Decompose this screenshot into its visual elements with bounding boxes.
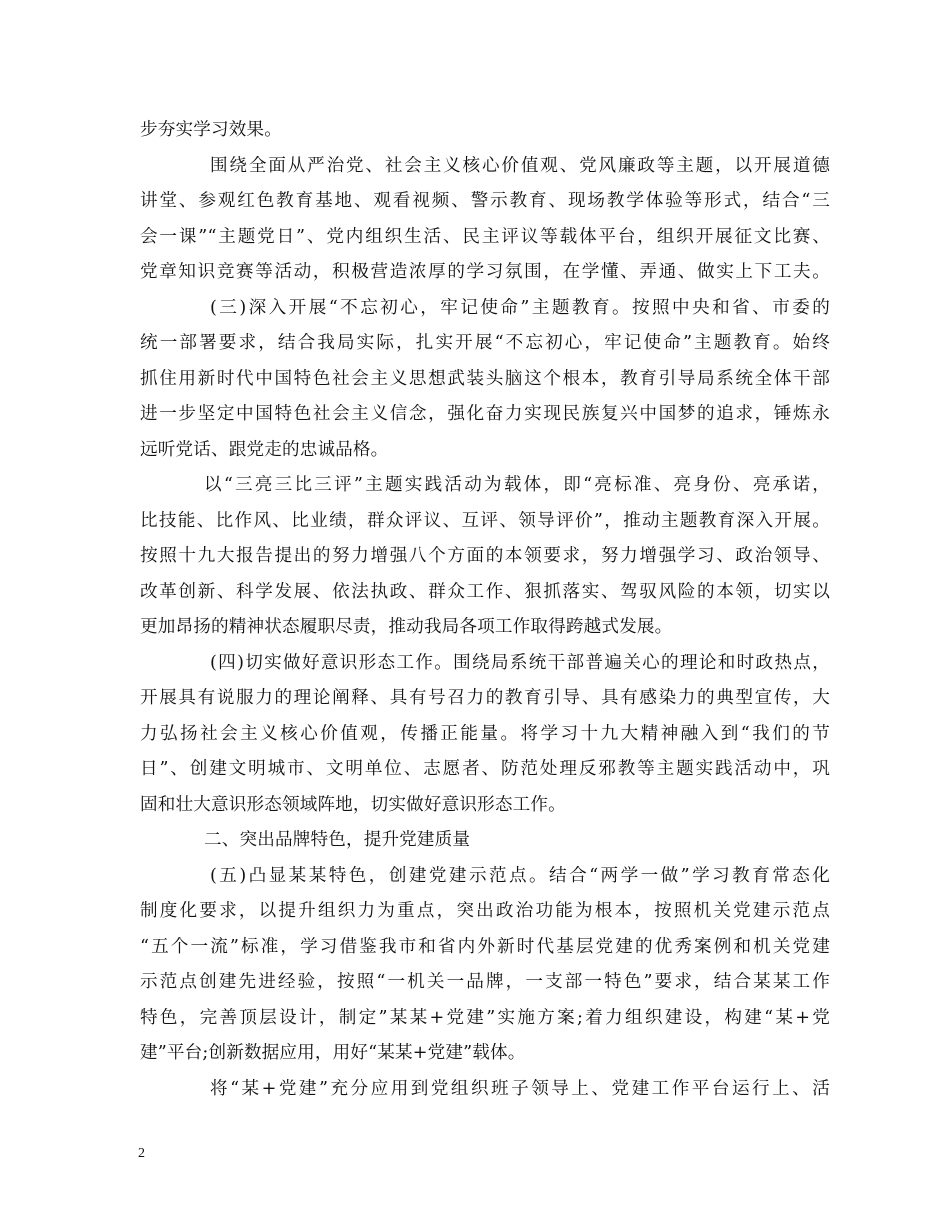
text-line: 讲堂、参观红色教育基地、观看视频、警示教育、现场教学体验等形式，结合“三 (140, 191, 830, 211)
text-line: 统一部署要求，结合我局实际，扎实开展“不忘初心，牢记使命”主题教育。始终 (140, 333, 830, 353)
body-text (140, 113, 830, 1107)
chapter-heading-2: 二、突出品牌特色，提升党建质量 (204, 830, 471, 850)
text-line: 抓住用新时代中国特色社会主义思想武装头脑这个根本，教育引导局系统全体干部 (140, 368, 830, 389)
section-heading-4: (四)切实做好意识形态工作。围绕局系统干部普遍关心的理论和时政热点， (210, 652, 830, 673)
text-line: 特色，完善顶层设计，制定”某某+党建”实施方案;着力组织建设，构建“某+党 (140, 1007, 830, 1028)
text-line: 更加昂扬的精神状态履职尽责，推动我局各项工作取得跨越式发展。 (140, 617, 673, 637)
paragraph-first-line: 以“三亮三比三评”主题实践活动为载体，即“亮标准、亮身份、亮承诺， (204, 475, 830, 495)
text-line: 党章知识竞赛等活动，积极营造浓厚的学习氛围，在学懂、弄通、做实上下工夫。 (140, 262, 830, 282)
paragraph-first-line: 将“某+党建”充分应用到党组织班子领导上、党建工作平台运行上、活 (210, 1078, 830, 1099)
text-line: “五个一流”标准，学习借鉴我市和省内外新时代基层党建的优秀案例和机关党建 (140, 936, 830, 957)
text-line: 远听党话、跟党走的忠诚品格。 (140, 439, 389, 460)
text-line: 步夯实学习效果。 (140, 120, 282, 140)
section-heading-3: (三)深入开展“不忘初心，牢记使命”主题教育。按照中央和省、市委的 (210, 297, 830, 318)
page-number: 2 (138, 1146, 145, 1161)
text-line: 力弘扬社会主义核心价值观，传播正能量。将学习十九大精神融入到“我们的节 (140, 723, 830, 744)
text-line: 开展具有说服力的理论阐释、具有号召力的教育引导、具有感染力的典型宣传，大 (140, 688, 830, 708)
text-line: 示范点创建先进经验，按照“一机关一品牌，一支部一特色”要求，结合某某工作 (140, 972, 830, 992)
section-heading-5: (五)凸显某某特色，创建党建示范点。结合“两学一做”学习教育常态化 (210, 865, 830, 886)
text-line: 固和壮大意识形态领域阵地，切实做好意识形态工作。 (140, 794, 566, 815)
text-line: 建”平台;创新数据应用，用好“某某+党建”载体。 (140, 1043, 526, 1063)
text-line: 改革创新、科学发展、依法执政、群众工作、狠抓落实、驾驭风险的本领，切实以 (140, 581, 830, 602)
text-line: 比技能、比作风、比业绩，群众评议、互评、领导评价”，推动主题教育深入开展。 (140, 510, 830, 531)
text-line: 进一步坚定中国特色社会主义信念，强化奋力实现民族复兴中国梦的追求，锤炼永 (140, 404, 830, 424)
text-line: 按照十九大报告提出的努力增强八个方面的本领要求，努力增强学习、政治领导、 (140, 546, 830, 566)
paragraph-first-line: 围绕全面从严治党、社会主义核心价值观、党风廉政等主题，以开展道德 (210, 155, 830, 176)
text-line: 制度化要求，以提升组织力为重点，突出政治功能为根本，按照机关党建示范点 (140, 901, 830, 921)
text-line: 会一课”“主题党日”、党内组织生活、民主评议等载体平台，组织开展征文比赛、 (140, 226, 830, 247)
text-line: 日”、创建文明城市、文明单位、志愿者、防范处理反邪教等主题实践活动中，巩 (140, 759, 830, 779)
